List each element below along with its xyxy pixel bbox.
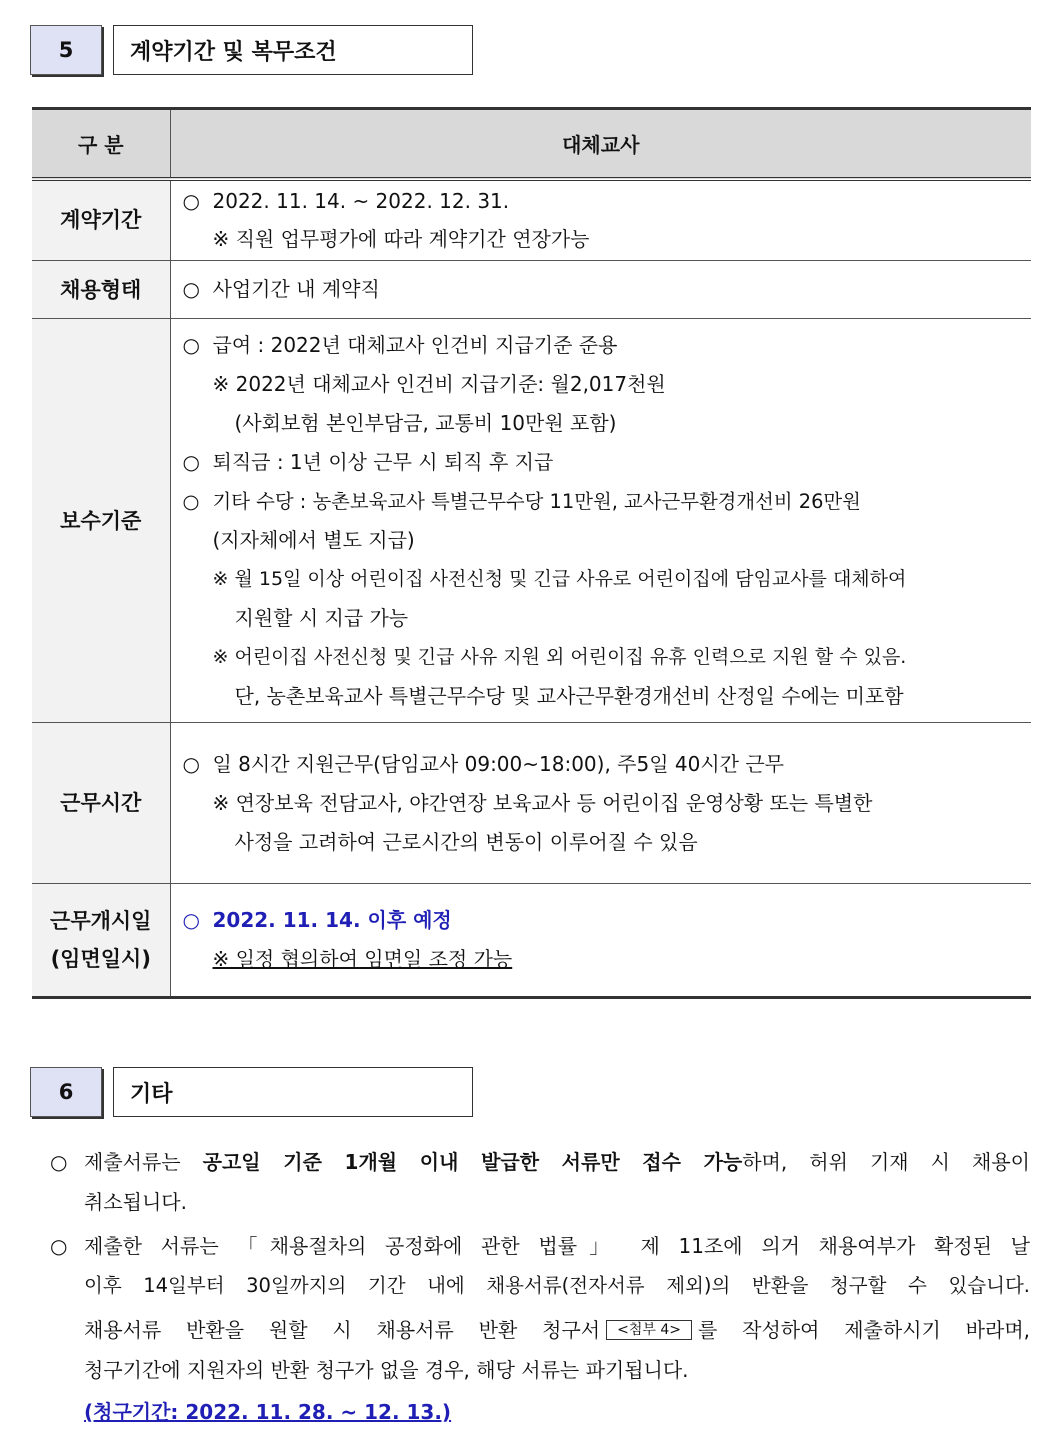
etc-text: 취소됩니다. xyxy=(84,1190,187,1214)
pay-salary-note-detail: (사회보험 본인부담금, 교통비 10만원 포함) xyxy=(234,410,617,435)
bullet-circle: ○ xyxy=(182,189,200,214)
pay-salary: 급여 : 2022년 대체교사 인건비 지급기준 준용 xyxy=(212,332,618,357)
attachment-label: <첨부 4> xyxy=(606,1320,692,1340)
row-working-hours xyxy=(32,723,1031,884)
etc-text: 청구기간에 지원자의 반환 청구가 없을 경우, 해당 서류는 파기됩니다. xyxy=(84,1358,689,1382)
etc-text: 제출한 서류는 「채용절차의 공정화에 관한 법률」 제 11조에 의거 채용여부가 확정된 날 xyxy=(84,1234,1030,1258)
start-date-note: ※ 일정 협의하여 임면일 조정 가능 xyxy=(212,947,513,971)
bullet-circle: ○ xyxy=(182,277,200,301)
section-number: 6 xyxy=(30,1067,102,1117)
etc-text: 제출서류는 xyxy=(84,1150,203,1174)
section-title: 계약기간 및 복무조건 xyxy=(113,25,473,75)
bullet-circle: ○ xyxy=(182,751,200,776)
contract-dates: 2022. 11. 14. ~ 2022. 12. 31. xyxy=(212,189,510,214)
row-label: 근무시간 xyxy=(32,723,170,884)
section-5-heading xyxy=(30,25,474,77)
row-start-date xyxy=(32,884,1031,998)
row-label: 보수기준 xyxy=(32,319,170,723)
employment-type: 사업기간 내 계약직 xyxy=(212,277,380,301)
etc-text: 이후 14일부터 30일까지의 기간 내에 채용서류(전자서류 제외)의 반환을 청구할 수 있습니다. xyxy=(84,1274,1030,1297)
row-label: 채용형태 xyxy=(32,261,170,319)
start-date: 2022. 11. 14. 이후 예정 xyxy=(212,908,452,932)
etc-content xyxy=(50,1142,1030,1432)
bullet-circle: ○ xyxy=(182,908,200,932)
bullet-circle: ○ xyxy=(182,332,200,357)
section-title: 기타 xyxy=(113,1067,473,1117)
bullet-circle: ○ xyxy=(182,489,200,513)
pay-allowance-note: (지자체에서 별도 지급) xyxy=(212,527,415,552)
row-label: 계약기간 xyxy=(32,179,170,261)
pay-salary-note: ※ 2022년 대체교사 인건비 지급기준: 월2,017천원 xyxy=(212,371,666,396)
row-employment-type xyxy=(32,261,1031,319)
bullet-circle: ○ xyxy=(50,1150,68,1174)
row-pay-standard xyxy=(32,319,1031,723)
etc-text: 하며, 허위 기재 시 채용이 xyxy=(742,1150,1030,1174)
pay-note-1-cont: 지원할 시 지급 가능 xyxy=(234,605,409,630)
etc-text: 채용서류 반환을 원할 시 채용서류 반환 청구서 xyxy=(84,1318,601,1342)
row-label-sub: (임면일시) xyxy=(50,947,151,971)
hours-main: 일 8시간 지원근무(담임교사 09:00~18:00), 주5일 40시간 근무 xyxy=(212,751,784,776)
row-contract-period xyxy=(32,179,1031,261)
row-label: 근무개시일 xyxy=(50,909,152,933)
header-category: 구 분 xyxy=(32,109,170,179)
pay-note-1: ※ 월 15일 이상 어린이집 사전신청 및 긴급 사유로 어린이집에 담임교사를 대체하여 xyxy=(212,567,907,590)
hours-note-cont: 사정을 고려하여 근로시간의 변동이 이루어질 수 있음 xyxy=(234,829,698,854)
pay-note-2-cont: 단, 농촌보육교사 특별근무수당 및 교사근무환경개선비 산정일 수에는 미포함 xyxy=(234,683,904,708)
pay-allowance: 기타 수당 : 농촌보육교사 특별근무수당 11만원, 교사근무환경개선비 26만원 xyxy=(212,489,861,513)
section-6-heading xyxy=(30,1067,474,1119)
hours-note: ※ 연장보육 전담교사, 야간연장 보육교사 등 어린이집 운영상황 또는 특별한 xyxy=(212,790,873,815)
pay-severance: 퇴직금 : 1년 이상 근무 시 퇴직 후 지급 xyxy=(212,449,554,474)
header-substitute-teacher: 대체교사 xyxy=(170,109,1031,179)
contract-note: ※ 직원 업무평가에 따라 계약기간 연장가능 xyxy=(212,227,590,252)
bullet-circle: ○ xyxy=(50,1234,68,1258)
etc-item-2 xyxy=(50,1226,1030,1432)
table-header-row xyxy=(32,109,1031,179)
etc-bold-text: 공고일 기준 1개월 이내 발급한 서류만 접수 가능 xyxy=(202,1150,743,1174)
bullet-circle: ○ xyxy=(182,449,200,474)
conditions-table xyxy=(32,107,1031,999)
section-number: 5 xyxy=(30,25,102,75)
pay-note-2: ※ 어린이집 사전신청 및 긴급 사유 지원 외 어린이집 유휴 인력으로 지원 할 수 있음. xyxy=(212,645,907,668)
claim-period: (청구기간: 2022. 11. 28. ~ 12. 13.) xyxy=(84,1400,452,1424)
etc-item-1 xyxy=(50,1142,1030,1222)
etc-text: 를 작성하여 제출하시기 바라며, xyxy=(697,1318,1030,1342)
